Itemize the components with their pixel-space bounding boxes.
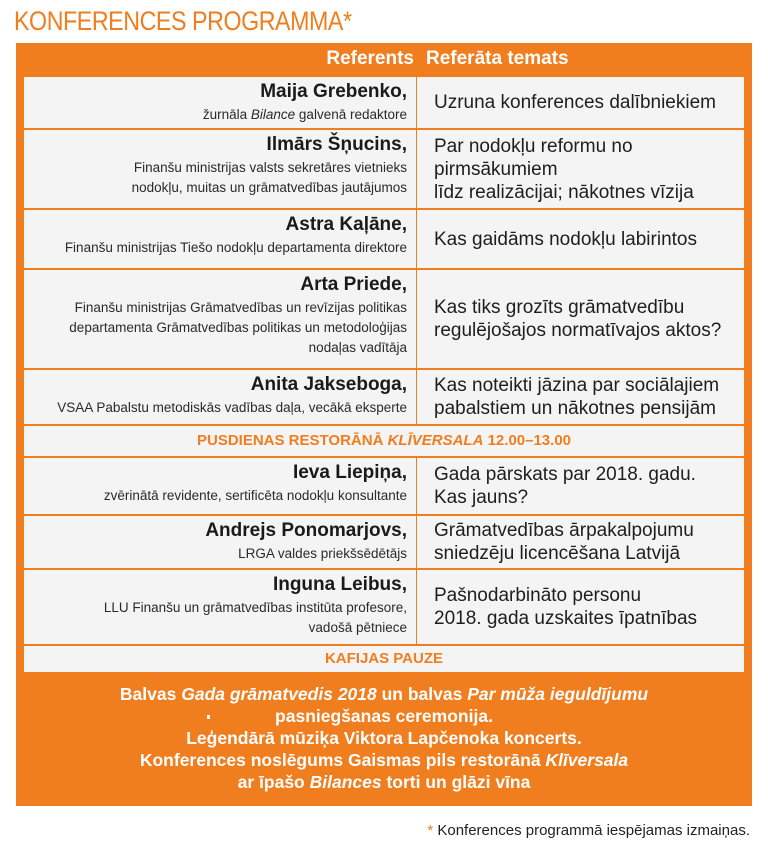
- lunch-break: PUSDIENAS RESTORĀNĀ KLĪVERSALA 12.00–13.00: [24, 426, 744, 456]
- footnote-text: Konferences programmā iespējamas izmaiņas.: [433, 822, 750, 839]
- talk-topic: Par nodokļu reformu no pirmsākumiem līdz realizācijai; nākotnes vīzija: [434, 135, 694, 203]
- speaker-name: Astra Kaļāne,: [285, 214, 407, 235]
- table-row: [24, 270, 744, 368]
- speaker-role: Finanšu ministrijas Grāmatvedības un revīzijas politikas: [74, 300, 407, 315]
- page-title: KONFERENCES PROGRAMMA*: [14, 6, 352, 36]
- table-header: [16, 43, 752, 75]
- speaker-role: nodaļas vadītāja: [308, 340, 407, 355]
- speaker-role: LRGA valdes priekšsēdētājs: [238, 546, 407, 561]
- speaker-name: Ilmārs Šņucins,: [266, 134, 407, 155]
- speaker-name: Maija Grebenko,: [260, 81, 407, 102]
- speaker-role: vadošā pētniece: [308, 620, 407, 635]
- talk-topic: Gada pārskats par 2018. gadu. Kas jauns?: [434, 464, 696, 508]
- table-row: [24, 516, 744, 568]
- header-speaker: Referents: [326, 48, 414, 69]
- header-topic: Referāta temats: [426, 48, 569, 69]
- talk-topic: Kas tiks grozīts grāmatvedību regulējošajos normatīvajos aktos?: [434, 297, 722, 341]
- speaker-role: zvērinātā revidente, sertificēta nodokļu konsultante: [103, 488, 407, 503]
- speaker-role: LLU Finanšu un grāmatvedības institūta profesore,: [103, 600, 407, 615]
- talk-topic: Pašnodarbināto personu 2018. gada uzskaites īpatnības: [434, 585, 698, 629]
- stray-mark: [207, 715, 210, 719]
- coffee-break: KAFIJAS PAUZE: [24, 646, 744, 672]
- table-row: [24, 570, 744, 644]
- table-row: [24, 370, 744, 424]
- talk-topic: Kas gaidāms nodokļu labirintos: [434, 228, 697, 250]
- speaker-role: Finanšu ministrijas Tiešo nodokļu departamenta direktore: [64, 240, 407, 255]
- table-row: [24, 210, 744, 268]
- footnote-asterisk: *: [427, 822, 434, 839]
- speaker-role: VSAA Pabalstu metodiskās vadības daļa, vecākā eksperte: [57, 400, 407, 415]
- talk-topic: Uzruna konferences dalībniekiem: [434, 92, 716, 113]
- speaker-name: Andrejs Ponomarjovs,: [205, 520, 407, 541]
- speaker-name: Ieva Liepiņa,: [292, 462, 407, 483]
- table-row: [24, 458, 744, 514]
- table-row: [24, 130, 744, 208]
- talk-topic: Kas noteikti jāzina par sociālajiem pabalstiem un nākotnes pensijām: [434, 375, 720, 419]
- speaker-role: Finanšu ministrijas valsts sekretāres vietnieks: [133, 160, 407, 175]
- speaker-name: Arta Priede,: [300, 274, 407, 295]
- speaker-role: departamenta Grāmatvedības politikas un metodoloģijas: [69, 320, 407, 335]
- speaker-role: nodokļu, muitas un grāmatvedības jautājumos: [131, 180, 407, 195]
- speaker-role: žurnāla Bilance galvenā redaktore: [202, 107, 407, 122]
- table-row: [24, 77, 744, 128]
- talk-topic: Grāmatvedības ārpakalpojumu sniedzēju licencēšana Latvijā: [434, 520, 694, 564]
- speaker-name: Anita Jakseboga,: [250, 374, 407, 395]
- speaker-name: Inguna Leibus,: [272, 574, 407, 595]
- footnote: [427, 822, 750, 839]
- program-table: [16, 43, 752, 806]
- awards-ceremony: Balvas Gada grāmatvedis 2018 un balvas Par mūža ieguldījumu pasniegšanas ceremonija. Leģendārā mūziķa Viktora Lapčenoka koncerts. Konferences noslēgums Gaismas pils restorānā Klīversala ar īpašo Bilances torti un glāzi vīna: [119, 684, 649, 792]
- lunch-place: KLĪVERSALA: [387, 432, 484, 449]
